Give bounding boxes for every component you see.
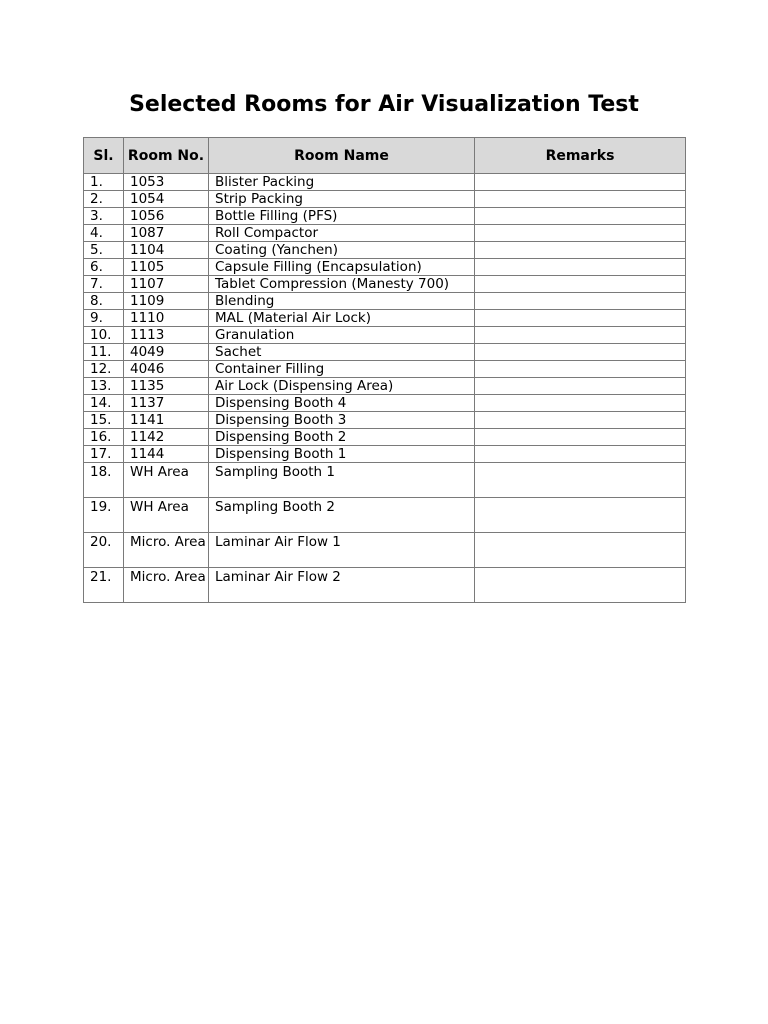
cell-room-name: Dispensing Booth 4 bbox=[209, 395, 475, 412]
cell-remarks bbox=[475, 208, 686, 225]
cell-sl: 12. bbox=[84, 361, 124, 378]
cell-sl: 6. bbox=[84, 259, 124, 276]
rooms-table bbox=[83, 137, 686, 603]
cell-room-no: Micro. Area bbox=[124, 568, 209, 603]
cell-sl: 5. bbox=[84, 242, 124, 259]
cell-room-name: Air Lock (Dispensing Area) bbox=[209, 378, 475, 395]
column-header-remarks: Remarks bbox=[475, 138, 686, 174]
cell-sl: 19. bbox=[84, 498, 124, 533]
cell-room-name: Sampling Booth 2 bbox=[209, 498, 475, 533]
rooms-table-body bbox=[84, 174, 686, 603]
cell-room-no: 1141 bbox=[124, 412, 209, 429]
table-row bbox=[84, 344, 686, 361]
cell-sl: 14. bbox=[84, 395, 124, 412]
cell-remarks bbox=[475, 225, 686, 242]
cell-room-no: 1137 bbox=[124, 395, 209, 412]
cell-room-no: 1056 bbox=[124, 208, 209, 225]
cell-sl: 10. bbox=[84, 327, 124, 344]
cell-sl: 8. bbox=[84, 293, 124, 310]
cell-room-no: WH Area bbox=[124, 498, 209, 533]
cell-sl: 4. bbox=[84, 225, 124, 242]
cell-room-no: 1054 bbox=[124, 191, 209, 208]
cell-room-name: Dispensing Booth 1 bbox=[209, 446, 475, 463]
cell-sl: 18. bbox=[84, 463, 124, 498]
table-row bbox=[84, 191, 686, 208]
table-row bbox=[84, 259, 686, 276]
cell-room-name: Bottle Filling (PFS) bbox=[209, 208, 475, 225]
table-row bbox=[84, 568, 686, 603]
cell-room-name: Container Filling bbox=[209, 361, 475, 378]
cell-remarks bbox=[475, 446, 686, 463]
cell-remarks bbox=[475, 463, 686, 498]
table-row bbox=[84, 463, 686, 498]
cell-room-name: Sachet bbox=[209, 344, 475, 361]
table-row bbox=[84, 174, 686, 191]
column-header-sl: Sl. bbox=[84, 138, 124, 174]
table-row bbox=[84, 208, 686, 225]
column-header-room-no: Room No. bbox=[124, 138, 209, 174]
table-row bbox=[84, 429, 686, 446]
cell-room-name: MAL (Material Air Lock) bbox=[209, 310, 475, 327]
cell-sl: 11. bbox=[84, 344, 124, 361]
cell-room-no: 1109 bbox=[124, 293, 209, 310]
cell-remarks bbox=[475, 259, 686, 276]
cell-room-no: 1107 bbox=[124, 276, 209, 293]
cell-room-no: 4049 bbox=[124, 344, 209, 361]
cell-remarks bbox=[475, 361, 686, 378]
cell-sl: 15. bbox=[84, 412, 124, 429]
cell-room-no: 1110 bbox=[124, 310, 209, 327]
cell-room-no: WH Area bbox=[124, 463, 209, 498]
table-row bbox=[84, 498, 686, 533]
cell-room-no: 1053 bbox=[124, 174, 209, 191]
cell-sl: 2. bbox=[84, 191, 124, 208]
table-row bbox=[84, 293, 686, 310]
cell-room-no: 1104 bbox=[124, 242, 209, 259]
cell-remarks bbox=[475, 276, 686, 293]
cell-sl: 1. bbox=[84, 174, 124, 191]
cell-remarks bbox=[475, 344, 686, 361]
cell-room-name: Sampling Booth 1 bbox=[209, 463, 475, 498]
cell-room-name: Laminar Air Flow 2 bbox=[209, 568, 475, 603]
cell-remarks bbox=[475, 412, 686, 429]
cell-room-name: Blister Packing bbox=[209, 174, 475, 191]
cell-sl: 3. bbox=[84, 208, 124, 225]
cell-sl: 13. bbox=[84, 378, 124, 395]
cell-room-no: Micro. Area bbox=[124, 533, 209, 568]
table-row bbox=[84, 378, 686, 395]
cell-room-name: Roll Compactor bbox=[209, 225, 475, 242]
cell-remarks bbox=[475, 191, 686, 208]
cell-remarks bbox=[475, 568, 686, 603]
table-row bbox=[84, 276, 686, 293]
table-row bbox=[84, 446, 686, 463]
cell-room-name: Blending bbox=[209, 293, 475, 310]
cell-room-name: Strip Packing bbox=[209, 191, 475, 208]
cell-room-no: 1087 bbox=[124, 225, 209, 242]
cell-room-name: Granulation bbox=[209, 327, 475, 344]
table-row bbox=[84, 412, 686, 429]
page-title: Selected Rooms for Air Visualization Test bbox=[129, 92, 639, 117]
cell-remarks bbox=[475, 498, 686, 533]
table-header-row bbox=[84, 138, 686, 174]
cell-room-no: 1142 bbox=[124, 429, 209, 446]
cell-remarks bbox=[475, 378, 686, 395]
cell-room-name: Dispensing Booth 3 bbox=[209, 412, 475, 429]
cell-remarks bbox=[475, 242, 686, 259]
cell-room-name: Laminar Air Flow 1 bbox=[209, 533, 475, 568]
column-header-room-name: Room Name bbox=[209, 138, 475, 174]
cell-remarks bbox=[475, 395, 686, 412]
cell-remarks bbox=[475, 174, 686, 191]
cell-sl: 9. bbox=[84, 310, 124, 327]
cell-room-no: 1135 bbox=[124, 378, 209, 395]
table-row bbox=[84, 395, 686, 412]
cell-room-name: Dispensing Booth 2 bbox=[209, 429, 475, 446]
cell-sl: 21. bbox=[84, 568, 124, 603]
table-row bbox=[84, 327, 686, 344]
cell-room-no: 1144 bbox=[124, 446, 209, 463]
cell-remarks bbox=[475, 293, 686, 310]
table-row bbox=[84, 225, 686, 242]
table-row bbox=[84, 242, 686, 259]
cell-room-no: 1113 bbox=[124, 327, 209, 344]
cell-sl: 7. bbox=[84, 276, 124, 293]
cell-room-name: Capsule Filling (Encapsulation) bbox=[209, 259, 475, 276]
cell-remarks bbox=[475, 310, 686, 327]
cell-sl: 20. bbox=[84, 533, 124, 568]
table-row bbox=[84, 533, 686, 568]
cell-remarks bbox=[475, 533, 686, 568]
cell-room-name: Tablet Compression (Manesty 700) bbox=[209, 276, 475, 293]
cell-sl: 16. bbox=[84, 429, 124, 446]
cell-remarks bbox=[475, 429, 686, 446]
table-row bbox=[84, 361, 686, 378]
cell-remarks bbox=[475, 327, 686, 344]
cell-sl: 17. bbox=[84, 446, 124, 463]
cell-room-no: 1105 bbox=[124, 259, 209, 276]
table-row bbox=[84, 310, 686, 327]
cell-room-name: Coating (Yanchen) bbox=[209, 242, 475, 259]
cell-room-no: 4046 bbox=[124, 361, 209, 378]
